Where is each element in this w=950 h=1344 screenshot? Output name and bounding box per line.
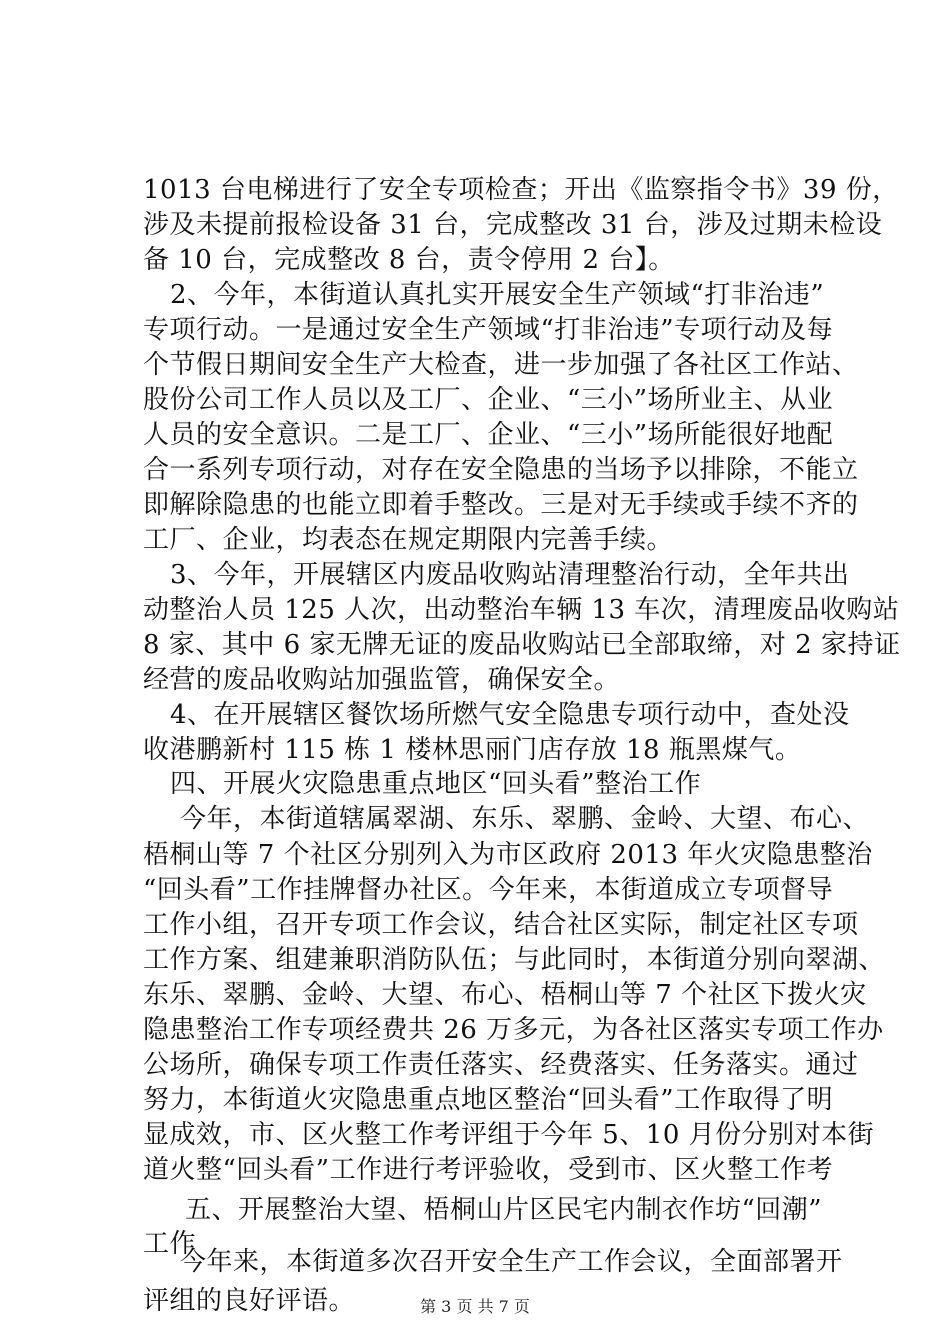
text-line: 努力，本街道火灾隐患重点地区整治“回头看”工作取得了明 <box>143 1085 834 1115</box>
text-line: 五、开展整治大望、梧桐山片区民宅内制衣作坊“回潮” <box>185 1195 823 1225</box>
text-line: 2、今年，本街道认真扎实开展安全生产领域“打非治违” <box>170 280 825 310</box>
text-line: 工作小组，召开专项工作会议，结合社区实际，制定社区专项 <box>143 910 859 940</box>
text-line: 四、开展火灾隐患重点地区“回头看”整治工作 <box>170 769 702 799</box>
text-line: 今年，本街道辖属翠湖、东乐、翠鹏、金岭、大望、布心、 <box>180 804 870 834</box>
text-line: 工作 <box>143 1229 197 1259</box>
text-line: 合一系列专项行动，对存在安全隐患的当场予以排除，不能立 <box>143 455 859 485</box>
text-line: 备 10 台，完成整改 8 台，责令停用 2 台】。 <box>143 245 675 275</box>
text-line: 公场所，确保专项工作责任落实、经费落实、任务落实。通过 <box>143 1050 859 1080</box>
text-line: 3、今年，开展辖区内废品收购站清理整治行动，全年共出 <box>170 560 850 590</box>
text-line: 道火整“回头看”工作进行考评验收，受到市、区火整工作考 <box>143 1155 834 1185</box>
text-line: 收港鹏新村 115 栋 1 楼林思丽门店存放 18 瓶黑煤气。 <box>143 735 802 765</box>
text-line: 东乐、翠鹏、金岭、大望、布心、梧桐山等 7 个社区下拨火灾 <box>143 980 867 1010</box>
text-line: 即解除隐患的也能立即着手整改。三是对无手续或手续不齐的 <box>143 490 859 520</box>
text-line: 评组的良好评语。 <box>143 1286 356 1316</box>
text-line: 4、在开展辖区餐饮场所燃气安全隐患专项行动中，查处没 <box>170 700 850 730</box>
text-line: 工厂、企业，均表态在规定期限内完善手续。 <box>143 525 674 555</box>
text-line: 个节假日期间安全生产大检查，进一步加强了各社区工作站、 <box>143 350 859 380</box>
text-line: 工作方案、组建兼职消防队伍；与此同时，本街道分别向翠湖、 <box>143 945 886 975</box>
text-line: 股份公司工作人员以及工厂、企业、“三小”场所业主、从业 <box>143 385 834 415</box>
text-line: 专项行动。一是通过安全生产领域“打非治违”专项行动及每 <box>143 315 834 345</box>
page-footer: 第 3 页 共 7 页 <box>420 1297 530 1316</box>
text-line: 动整治人员 125 人次，出动整治车辆 13 车次，清理废品收购站 <box>143 595 900 625</box>
text-line: “回头看”工作挂牌督办社区。今年来，本街道成立专项督导 <box>143 875 834 905</box>
text-line: 经营的废品收购站加强监管，确保安全。 <box>143 665 621 695</box>
text-line: 梧桐山等 7 个社区分别列入为市区政府 2013 年火灾隐患整治 <box>143 840 873 870</box>
text-line: 隐患整治工作专项经费共 26 万多元，为各社区落实专项工作办 <box>143 1015 884 1045</box>
text-line: 今年来，本街道多次召开安全生产工作会议，全面部署开 <box>180 1247 843 1277</box>
text-line: 8 家、其中 6 家无牌无证的废品收购站已全部取缔，对 2 家持证 <box>143 630 901 660</box>
text-line: 涉及未提前报检设备 31 台，完成整改 31 台，涉及过期未检设 <box>143 210 883 240</box>
text-line: 人员的安全意识。二是工厂、企业、“三小”场所能很好地配 <box>143 420 834 450</box>
text-line: 显成效，市、区火整工作考评组于今年 5、10 月份分别对本街 <box>143 1120 875 1150</box>
text-line: 1013 台电梯进行了安全专项检查；开出《监察指令书》39 份， <box>143 175 899 205</box>
